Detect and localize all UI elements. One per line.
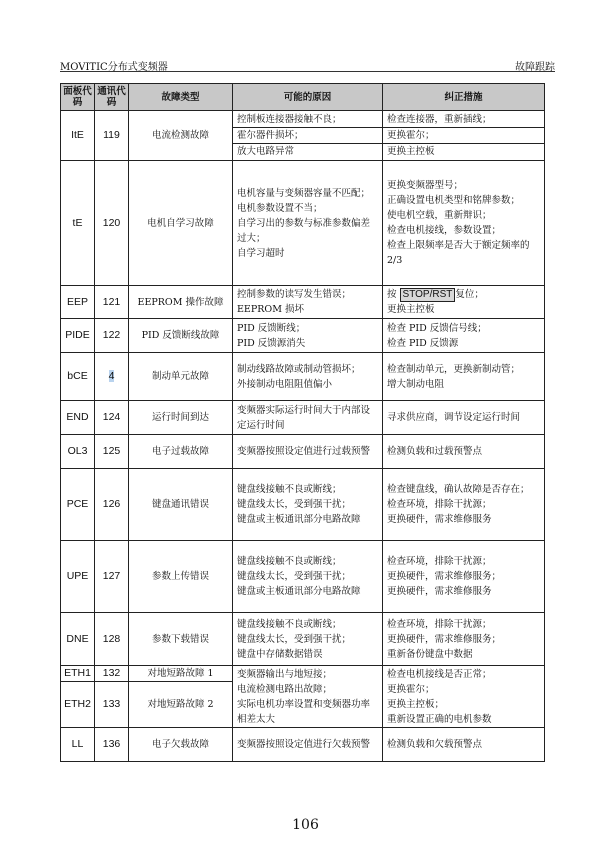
cause-cell	[233, 469, 383, 541]
fix-cell	[383, 613, 545, 666]
table-row	[61, 541, 545, 613]
fix-line: 检查 PID 反馈源	[387, 337, 459, 349]
cause-line: 电流检测电路出故障；	[237, 683, 333, 695]
cause-line: 键盘或主板通讯部分电路故障	[237, 586, 361, 597]
cause-line: 电机参数设置不当；	[237, 202, 323, 214]
fix-cell	[383, 666, 545, 728]
cause-cell	[233, 613, 383, 666]
fault-type: 键盘通讯错误	[129, 469, 233, 541]
fix-text: 复位；	[455, 289, 484, 300]
fix-line: 检查环境，排除干扰源；	[387, 556, 492, 567]
cause-cell	[233, 666, 383, 728]
cause-cell	[233, 161, 383, 286]
fault-type: 制动单元故障	[129, 353, 233, 401]
cause-line: PID 反馈断线；	[237, 322, 306, 334]
fault-type: 电流检测故障	[129, 111, 233, 161]
fix-line: 重新备份键盘中数据	[387, 648, 473, 660]
cause-line: 实际电机功率设置和变频器功率相差太大	[237, 698, 371, 725]
cause-line: 变频器实际运行时间大于内部设定运行时间	[237, 404, 371, 431]
page-header	[60, 52, 555, 72]
fix-line: 检查连接器，重新插线；	[387, 114, 492, 125]
fix-line: 更换主控板；	[387, 698, 445, 710]
fix-cell	[383, 111, 545, 161]
cause-line: 控制板连接器接触不良；	[237, 114, 342, 125]
cause-line: PID 反馈源消失	[237, 337, 306, 349]
fix-cell	[383, 435, 545, 469]
fix-line: 更换主控板	[383, 143, 544, 159]
fix-cell	[383, 161, 545, 286]
cause-cell	[233, 286, 383, 319]
cause-line: 键盘线太长，受到强干扰；	[237, 499, 352, 510]
table-row	[61, 353, 545, 401]
panel-code: PCE	[61, 469, 95, 541]
cause-line: 控制参数的读写发生错误；	[237, 289, 352, 300]
panel-code: LL	[61, 728, 95, 762]
cause-line: 自学习出的参数与标准参数偏差过大；	[237, 217, 371, 244]
table-header-row	[61, 84, 545, 111]
fault-type: 参数上传错误	[129, 541, 233, 613]
fault-type: 对地短路故障 2	[129, 682, 233, 728]
cause-cell	[233, 111, 383, 161]
cause-line: 霍尔器件损坏；	[233, 127, 382, 143]
fault-type: PID 反馈断线故障	[129, 319, 233, 353]
col-fix: 纠正措施	[383, 84, 545, 111]
fix-line: 检查环境，排除干扰源；	[387, 499, 492, 510]
fix-cell	[383, 469, 545, 541]
comm-code: 128	[95, 613, 129, 666]
col-cause: 可能的原因	[233, 84, 383, 111]
fault-type: EEPROM 操作故障	[129, 286, 233, 319]
col-panel-code: 面板代码	[61, 84, 95, 111]
comm-code-value: 4	[108, 370, 115, 382]
fix-line: 更换硬件，需求维修服务；	[387, 633, 502, 645]
cause-line: 键盘中存储数据错误	[237, 648, 323, 660]
comm-code: 132	[95, 666, 129, 682]
table-row	[61, 161, 545, 286]
table-row	[61, 728, 545, 762]
cause-line: 外接制动电阻阻值偏小	[237, 378, 333, 390]
fix-line: 检测负载和过载预警点	[387, 446, 483, 457]
comm-code: 124	[95, 401, 129, 435]
fix-line: 检测负载和欠载预警点	[387, 739, 483, 750]
cause-cell	[233, 353, 383, 401]
comm-code: 121	[95, 286, 129, 319]
fix-line: 更换硬件，需求维修服务；	[387, 571, 502, 582]
panel-code: tE	[61, 161, 95, 286]
fix-line: 更换硬件，需求维修服务	[387, 514, 492, 525]
fix-line: 使电机空载，重新辩识；	[387, 210, 492, 221]
panel-code: DNE	[61, 613, 95, 666]
table-row	[61, 319, 545, 353]
comm-code: 119	[95, 111, 129, 161]
col-comm-code: 通讯代码	[95, 84, 129, 111]
fix-line: 更换霍尔；	[383, 127, 544, 143]
cause-cell	[233, 319, 383, 353]
cause-line: 电机容量与变频器容量不匹配；	[237, 187, 371, 199]
fix-cell	[383, 401, 545, 435]
table-row	[61, 613, 545, 666]
cause-line: 放大电路异常	[233, 143, 382, 159]
cause-cell	[233, 435, 383, 469]
fault-type: 电子欠载故障	[129, 728, 233, 762]
comm-code: 125	[95, 435, 129, 469]
fault-type: 参数下载错误	[129, 613, 233, 666]
cause-line: 变频器输出与地短接；	[237, 668, 333, 680]
comm-code: 126	[95, 469, 129, 541]
fault-type: 对地短路故障 1	[129, 666, 233, 682]
cause-line: 键盘线太长，受到强干扰；	[237, 571, 352, 582]
fix-line: 检查制动单元，更换新制动管；	[387, 363, 521, 375]
fix-cell	[383, 353, 545, 401]
fix-line	[383, 287, 544, 302]
fix-cell	[383, 541, 545, 613]
cause-line: 制动线路故障或制动管损坏；	[237, 363, 361, 375]
fix-line: 更换霍尔；	[387, 683, 435, 695]
cause-line: EEPROM 损坏	[237, 304, 304, 315]
cause-line: 键盘或主板通讯部分电路故障	[237, 514, 361, 525]
header-section: 故障跟踪	[515, 62, 555, 73]
comm-code: 127	[95, 541, 129, 613]
cause-cell	[233, 401, 383, 435]
fault-type: 电子过载故障	[129, 435, 233, 469]
fix-line: 寻求供应商，调节设定运行时间	[387, 412, 521, 423]
panel-code: END	[61, 401, 95, 435]
fix-line: 检查 PID 反馈信号线；	[387, 322, 487, 334]
fix-cell	[383, 286, 545, 319]
comm-code: 122	[95, 319, 129, 353]
table-row	[61, 111, 545, 161]
table-row	[61, 401, 545, 435]
comm-code: 120	[95, 161, 129, 286]
fix-cell	[383, 319, 545, 353]
fix-line: 检查电机接线是否正常；	[387, 668, 492, 680]
table-row	[61, 469, 545, 541]
fix-text: 按	[387, 289, 397, 300]
cause-line: 变频器按照设定值进行欠载预警	[237, 739, 371, 750]
page-number: 106	[292, 817, 319, 833]
cause-line: 变频器按照设定值进行过载预警	[237, 446, 371, 457]
panel-code: PIDE	[61, 319, 95, 353]
comm-code: 136	[95, 728, 129, 762]
panel-code: UPE	[61, 541, 95, 613]
fault-table	[60, 83, 545, 762]
header-product: MOVITIC分布式变频器	[60, 62, 168, 73]
comm-code	[95, 353, 129, 401]
fix-line: 重新设置正确的电机参数	[387, 713, 492, 725]
panel-code: OL3	[61, 435, 95, 469]
fix-line: 增大制动电阻	[387, 378, 445, 390]
panel-code: ItE	[61, 111, 95, 161]
fix-line: 更换硬件，需求维修服务	[387, 586, 492, 597]
table-row	[61, 435, 545, 469]
fault-type: 运行时间到达	[129, 401, 233, 435]
panel-code: EEP	[61, 286, 95, 319]
fix-line: 更换主控板	[387, 304, 435, 315]
fix-line: 检查上限频率是否大于额定频率的 2/3	[387, 240, 530, 266]
stop-rst-key: STOP/RST	[400, 288, 456, 302]
panel-code: ETH2	[61, 682, 95, 728]
cause-line: 键盘线太长，受到强干扰；	[237, 633, 352, 645]
fix-line: 检查键盘线，确认故障是否存在；	[387, 484, 530, 495]
table-row	[61, 666, 545, 682]
fault-type: 电机自学习故障	[129, 161, 233, 286]
comm-code: 133	[95, 682, 129, 728]
cause-line: 自学习超时	[237, 247, 285, 259]
table-row	[61, 286, 545, 319]
cause-line: 键盘线接触不良或断线；	[237, 484, 342, 495]
fix-line: 正确设置电机类型和铭牌参数；	[387, 195, 521, 206]
fix-line: 检查环境，排除干扰源；	[387, 618, 492, 630]
fix-line: 检查电机接线，参数设置；	[387, 225, 502, 236]
cause-line: 键盘线接触不良或断线；	[237, 556, 342, 567]
cause-cell	[233, 728, 383, 762]
fix-line: 更换变频器型号；	[387, 180, 464, 191]
panel-code: ETH1	[61, 666, 95, 682]
cause-line: 键盘线接触不良或断线；	[237, 618, 342, 630]
col-fault-type: 故障类型	[129, 84, 233, 111]
cause-cell	[233, 541, 383, 613]
panel-code: bCE	[61, 353, 95, 401]
fix-cell	[383, 728, 545, 762]
